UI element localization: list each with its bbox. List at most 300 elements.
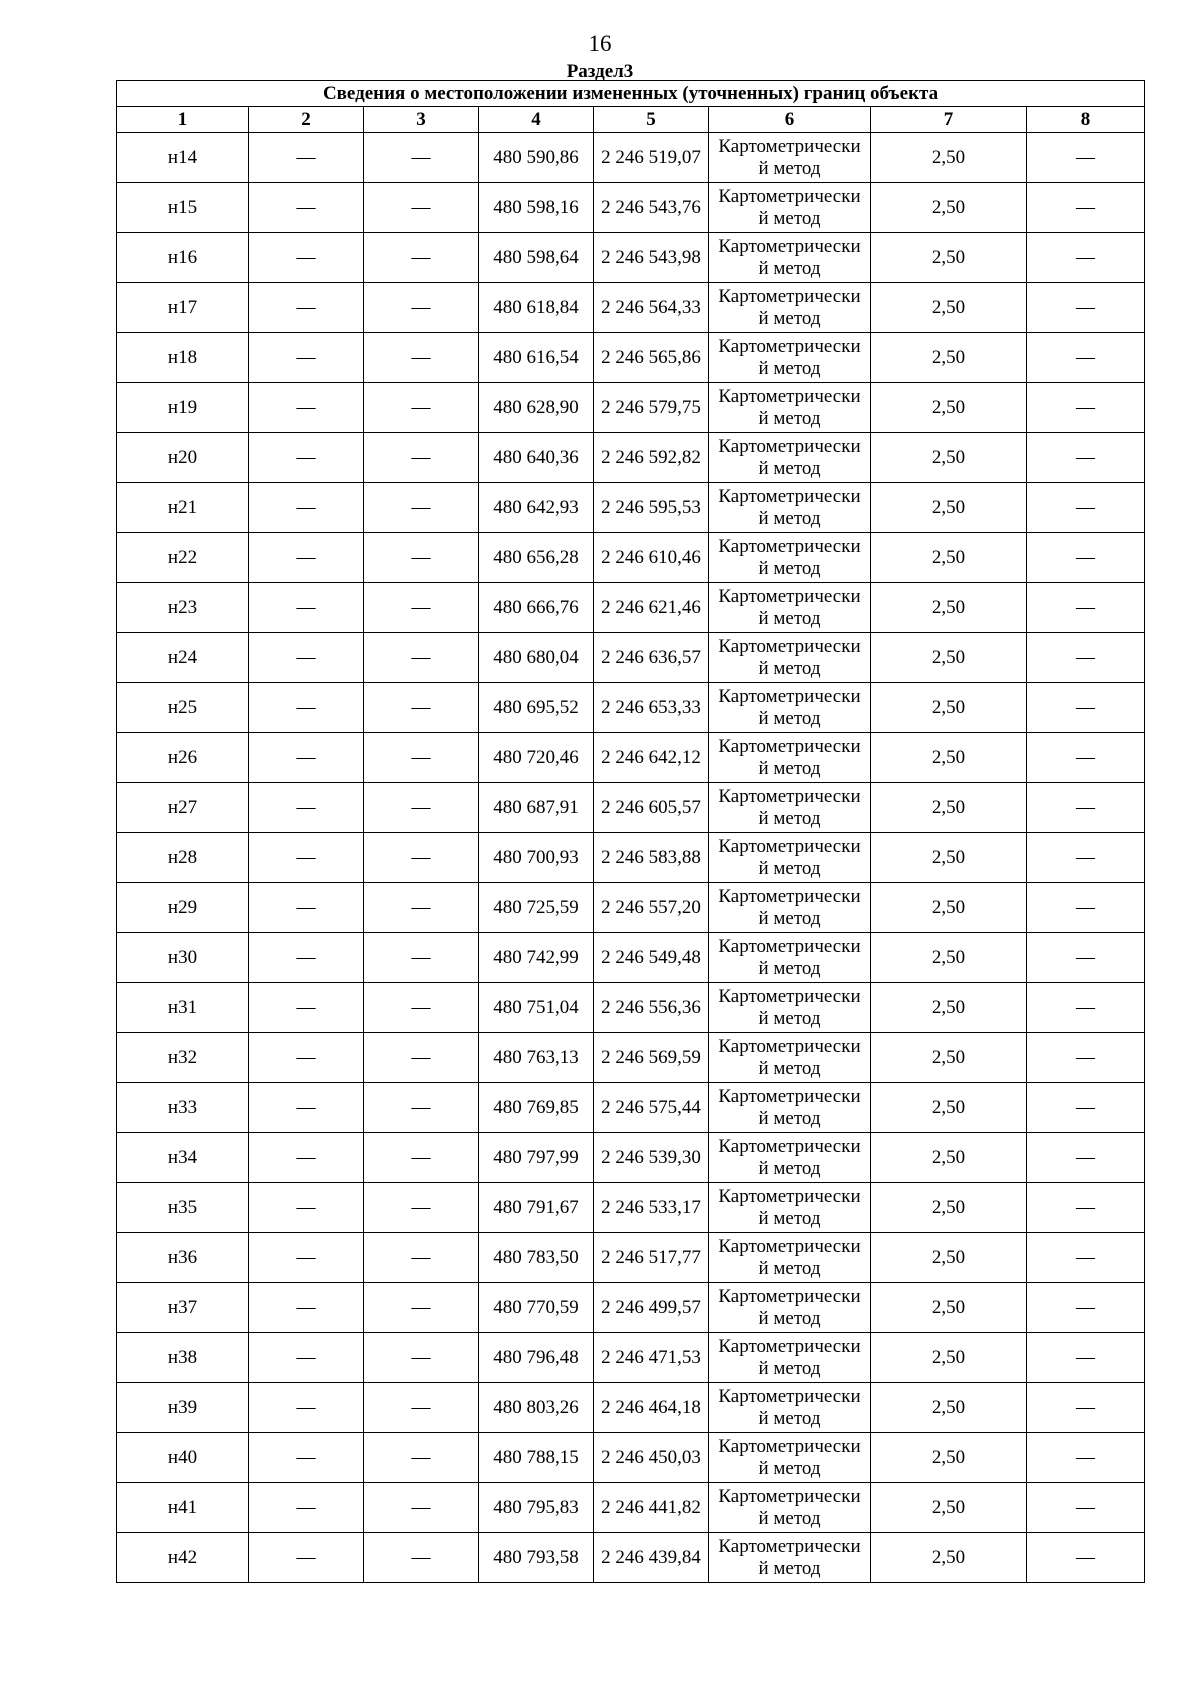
accuracy-value: 2,50 xyxy=(871,133,1027,183)
column-8-value: — xyxy=(1027,333,1145,383)
determination-method xyxy=(709,383,871,433)
determination-method xyxy=(709,1333,871,1383)
point-number: н24 xyxy=(117,633,249,683)
x-coordinate: 480 742,99 xyxy=(479,933,594,983)
column-2-value: — xyxy=(249,183,364,233)
column-3-value: — xyxy=(364,683,479,733)
column-3-value: — xyxy=(364,1383,479,1433)
column-2-value: — xyxy=(249,283,364,333)
x-coordinate: 480 796,48 xyxy=(479,1333,594,1383)
accuracy-value: 2,50 xyxy=(871,1233,1027,1283)
method-line-1: Картометрически xyxy=(718,835,861,857)
column-3-value: — xyxy=(364,1083,479,1133)
column-number: 7 xyxy=(871,107,1027,133)
point-number: н31 xyxy=(117,983,249,1033)
column-2-value: — xyxy=(249,1033,364,1083)
table-row xyxy=(117,1083,1145,1133)
method-line-1: Картометрически xyxy=(718,535,861,557)
point-number: н21 xyxy=(117,483,249,533)
method-line-1: Картометрически xyxy=(718,1485,861,1507)
point-number: н41 xyxy=(117,1483,249,1533)
method-line-2: й метод xyxy=(758,707,821,729)
method-line-1: Картометрически xyxy=(718,285,861,307)
table-row xyxy=(117,533,1145,583)
method-line-2: й метод xyxy=(758,1357,821,1379)
x-coordinate: 480 590,86 xyxy=(479,133,594,183)
method-line-2: й метод xyxy=(758,407,821,429)
determination-method xyxy=(709,633,871,683)
method-line-1: Картометрически xyxy=(718,1335,861,1357)
method-line-2: й метод xyxy=(758,157,821,179)
determination-method xyxy=(709,483,871,533)
column-2-value: — xyxy=(249,1383,364,1433)
x-coordinate: 480 642,93 xyxy=(479,483,594,533)
accuracy-value: 2,50 xyxy=(871,1133,1027,1183)
column-number: 1 xyxy=(117,107,249,133)
accuracy-value: 2,50 xyxy=(871,1483,1027,1533)
accuracy-value: 2,50 xyxy=(871,883,1027,933)
page-number: 16 xyxy=(588,31,612,56)
accuracy-value: 2,50 xyxy=(871,183,1027,233)
x-coordinate: 480 751,04 xyxy=(479,983,594,1033)
determination-method xyxy=(709,983,871,1033)
column-2-value: — xyxy=(249,1483,364,1533)
y-coordinate: 2 246 569,59 xyxy=(594,1033,709,1083)
column-2-value: — xyxy=(249,533,364,583)
point-number: н20 xyxy=(117,433,249,483)
accuracy-value: 2,50 xyxy=(871,983,1027,1033)
column-8-value: — xyxy=(1027,1283,1145,1333)
x-coordinate: 480 725,59 xyxy=(479,883,594,933)
method-line-2: й метод xyxy=(758,1557,821,1579)
method-line-2: й метод xyxy=(758,1107,821,1129)
column-3-value: — xyxy=(364,233,479,283)
point-number: н34 xyxy=(117,1133,249,1183)
accuracy-value: 2,50 xyxy=(871,1183,1027,1233)
point-number: н14 xyxy=(117,133,249,183)
y-coordinate: 2 246 565,86 xyxy=(594,333,709,383)
column-8-value: — xyxy=(1027,183,1145,233)
determination-method xyxy=(709,433,871,483)
column-2-value: — xyxy=(249,1533,364,1583)
column-3-value: — xyxy=(364,783,479,833)
accuracy-value: 2,50 xyxy=(871,783,1027,833)
x-coordinate: 480 720,46 xyxy=(479,733,594,783)
y-coordinate: 2 246 450,03 xyxy=(594,1433,709,1483)
table-row xyxy=(117,1533,1145,1583)
column-2-value: — xyxy=(249,233,364,283)
accuracy-value: 2,50 xyxy=(871,583,1027,633)
table-row xyxy=(117,583,1145,633)
method-line-2: й метод xyxy=(758,207,821,229)
x-coordinate: 480 640,36 xyxy=(479,433,594,483)
table-row xyxy=(117,1333,1145,1383)
determination-method xyxy=(709,733,871,783)
column-2-value: — xyxy=(249,983,364,1033)
y-coordinate: 2 246 592,82 xyxy=(594,433,709,483)
column-2-value: — xyxy=(249,783,364,833)
accuracy-value: 2,50 xyxy=(871,433,1027,483)
y-coordinate: 2 246 543,98 xyxy=(594,233,709,283)
method-line-1: Картометрически xyxy=(718,685,861,707)
column-3-value: — xyxy=(364,933,479,983)
method-line-2: й метод xyxy=(758,1507,821,1529)
table-row xyxy=(117,1483,1145,1533)
x-coordinate: 480 598,64 xyxy=(479,233,594,283)
column-8-value: — xyxy=(1027,133,1145,183)
column-2-value: — xyxy=(249,1433,364,1483)
column-8-value: — xyxy=(1027,933,1145,983)
column-8-value: — xyxy=(1027,883,1145,933)
column-3-value: — xyxy=(364,583,479,633)
coordinates-table xyxy=(116,80,1145,1583)
table-row xyxy=(117,983,1145,1033)
column-2-value: — xyxy=(249,933,364,983)
accuracy-value: 2,50 xyxy=(871,1533,1027,1583)
column-8-value: — xyxy=(1027,1233,1145,1283)
y-coordinate: 2 246 610,46 xyxy=(594,533,709,583)
table-row xyxy=(117,183,1145,233)
method-line-2: й метод xyxy=(758,557,821,579)
determination-method xyxy=(709,1283,871,1333)
column-2-value: — xyxy=(249,833,364,883)
accuracy-value: 2,50 xyxy=(871,833,1027,883)
point-number: н38 xyxy=(117,1333,249,1383)
column-8-value: — xyxy=(1027,1533,1145,1583)
x-coordinate: 480 616,54 xyxy=(479,333,594,383)
method-line-1: Картометрически xyxy=(718,235,861,257)
column-3-value: — xyxy=(364,1133,479,1183)
column-8-value: — xyxy=(1027,283,1145,333)
determination-method xyxy=(709,1183,871,1233)
determination-method xyxy=(709,333,871,383)
accuracy-value: 2,50 xyxy=(871,1283,1027,1333)
point-number: н16 xyxy=(117,233,249,283)
table-row xyxy=(117,1133,1145,1183)
method-line-2: й метод xyxy=(758,757,821,779)
column-number: 3 xyxy=(364,107,479,133)
table-row xyxy=(117,783,1145,833)
table-row xyxy=(117,483,1145,533)
column-2-value: — xyxy=(249,683,364,733)
column-3-value: — xyxy=(364,1483,479,1533)
point-number: н36 xyxy=(117,1233,249,1283)
method-line-1: Картометрически xyxy=(718,585,861,607)
method-line-2: й метод xyxy=(758,957,821,979)
column-8-value: — xyxy=(1027,1333,1145,1383)
column-2-value: — xyxy=(249,433,364,483)
point-number: н22 xyxy=(117,533,249,583)
method-line-1: Картометрически xyxy=(718,885,861,907)
method-line-1: Картометрически xyxy=(718,935,861,957)
determination-method xyxy=(709,883,871,933)
table-row xyxy=(117,733,1145,783)
accuracy-value: 2,50 xyxy=(871,1333,1027,1383)
y-coordinate: 2 246 499,57 xyxy=(594,1283,709,1333)
table-row xyxy=(117,1433,1145,1483)
section-title: Раздел3 xyxy=(566,61,634,82)
method-line-1: Картометрически xyxy=(718,635,861,657)
method-line-2: й метод xyxy=(758,307,821,329)
accuracy-value: 2,50 xyxy=(871,933,1027,983)
x-coordinate: 480 618,84 xyxy=(479,283,594,333)
column-8-value: — xyxy=(1027,1133,1145,1183)
method-line-1: Картометрически xyxy=(718,1385,861,1407)
point-number: н26 xyxy=(117,733,249,783)
point-number: н33 xyxy=(117,1083,249,1133)
accuracy-value: 2,50 xyxy=(871,1033,1027,1083)
determination-method xyxy=(709,283,871,333)
method-line-2: й метод xyxy=(758,457,821,479)
x-coordinate: 480 791,67 xyxy=(479,1183,594,1233)
column-8-value: — xyxy=(1027,833,1145,883)
determination-method xyxy=(709,833,871,883)
method-line-2: й метод xyxy=(758,1257,821,1279)
column-8-value: — xyxy=(1027,583,1145,633)
point-number: н30 xyxy=(117,933,249,983)
method-line-1: Картометрически xyxy=(718,185,861,207)
point-number: н19 xyxy=(117,383,249,433)
determination-method xyxy=(709,1533,871,1583)
column-3-value: — xyxy=(364,633,479,683)
accuracy-value: 2,50 xyxy=(871,283,1027,333)
determination-method xyxy=(709,583,871,633)
accuracy-value: 2,50 xyxy=(871,383,1027,433)
column-8-value: — xyxy=(1027,783,1145,833)
method-line-2: й метод xyxy=(758,1157,821,1179)
point-number: н42 xyxy=(117,1533,249,1583)
table-row xyxy=(117,883,1145,933)
accuracy-value: 2,50 xyxy=(871,1433,1027,1483)
method-line-2: й метод xyxy=(758,1007,821,1029)
column-8-value: — xyxy=(1027,233,1145,283)
method-line-1: Картометрически xyxy=(718,1235,861,1257)
column-8-value: — xyxy=(1027,733,1145,783)
column-3-value: — xyxy=(364,1433,479,1483)
column-8-value: — xyxy=(1027,1083,1145,1133)
method-line-2: й метод xyxy=(758,507,821,529)
column-8-value: — xyxy=(1027,983,1145,1033)
x-coordinate: 480 700,93 xyxy=(479,833,594,883)
determination-method xyxy=(709,183,871,233)
y-coordinate: 2 246 579,75 xyxy=(594,383,709,433)
x-coordinate: 480 680,04 xyxy=(479,633,594,683)
point-number: н32 xyxy=(117,1033,249,1083)
method-line-1: Картометрически xyxy=(718,1035,861,1057)
column-3-value: — xyxy=(364,133,479,183)
column-3-value: — xyxy=(364,433,479,483)
table-row xyxy=(117,933,1145,983)
column-3-value: — xyxy=(364,1283,479,1333)
table-row xyxy=(117,283,1145,333)
column-8-value: — xyxy=(1027,383,1145,433)
determination-method xyxy=(709,1433,871,1483)
column-2-value: — xyxy=(249,1083,364,1133)
determination-method xyxy=(709,533,871,583)
table-row xyxy=(117,1183,1145,1233)
point-number: н29 xyxy=(117,883,249,933)
table-row xyxy=(117,233,1145,283)
column-8-value: — xyxy=(1027,533,1145,583)
table-row xyxy=(117,1283,1145,1333)
point-number: н37 xyxy=(117,1283,249,1333)
accuracy-value: 2,50 xyxy=(871,733,1027,783)
method-line-1: Картометрически xyxy=(718,385,861,407)
column-8-value: — xyxy=(1027,1183,1145,1233)
table-row xyxy=(117,833,1145,883)
x-coordinate: 480 666,76 xyxy=(479,583,594,633)
y-coordinate: 2 246 595,53 xyxy=(594,483,709,533)
method-line-1: Картометрически xyxy=(718,1135,861,1157)
point-number: н35 xyxy=(117,1183,249,1233)
column-3-value: — xyxy=(364,1183,479,1233)
column-8-value: — xyxy=(1027,633,1145,683)
point-number: н18 xyxy=(117,333,249,383)
column-2-value: — xyxy=(249,1133,364,1183)
y-coordinate: 2 246 471,53 xyxy=(594,1333,709,1383)
column-3-value: — xyxy=(364,283,479,333)
y-coordinate: 2 246 621,46 xyxy=(594,583,709,633)
accuracy-value: 2,50 xyxy=(871,1083,1027,1133)
y-coordinate: 2 246 533,17 xyxy=(594,1183,709,1233)
accuracy-value: 2,50 xyxy=(871,233,1027,283)
method-line-1: Картометрически xyxy=(718,135,861,157)
column-2-value: — xyxy=(249,1283,364,1333)
column-2-value: — xyxy=(249,483,364,533)
method-line-1: Картометрически xyxy=(718,335,861,357)
method-line-2: й метод xyxy=(758,657,821,679)
y-coordinate: 2 246 642,12 xyxy=(594,733,709,783)
column-3-value: — xyxy=(364,533,479,583)
column-3-value: — xyxy=(364,483,479,533)
table-row xyxy=(117,383,1145,433)
column-8-value: — xyxy=(1027,683,1145,733)
point-number: н40 xyxy=(117,1433,249,1483)
method-line-2: й метод xyxy=(758,907,821,929)
method-line-2: й метод xyxy=(758,357,821,379)
column-3-value: — xyxy=(364,383,479,433)
method-line-1: Картометрически xyxy=(718,485,861,507)
table-caption: Сведения о местоположении измененных (уточненных) границ объекта xyxy=(117,81,1145,107)
determination-method xyxy=(709,683,871,733)
method-line-1: Картометрически xyxy=(718,1185,861,1207)
y-coordinate: 2 246 575,44 xyxy=(594,1083,709,1133)
accuracy-value: 2,50 xyxy=(871,333,1027,383)
column-2-value: — xyxy=(249,583,364,633)
column-number: 6 xyxy=(709,107,871,133)
y-coordinate: 2 246 549,48 xyxy=(594,933,709,983)
y-coordinate: 2 246 439,84 xyxy=(594,1533,709,1583)
column-3-value: — xyxy=(364,833,479,883)
column-3-value: — xyxy=(364,1533,479,1583)
table-row xyxy=(117,433,1145,483)
column-2-value: — xyxy=(249,1233,364,1283)
x-coordinate: 480 770,59 xyxy=(479,1283,594,1333)
point-number: н17 xyxy=(117,283,249,333)
x-coordinate: 480 695,52 xyxy=(479,683,594,733)
table-row xyxy=(117,1233,1145,1283)
determination-method xyxy=(709,783,871,833)
method-line-1: Картометрически xyxy=(718,785,861,807)
method-line-2: й метод xyxy=(758,1057,821,1079)
determination-method xyxy=(709,1383,871,1433)
x-coordinate: 480 783,50 xyxy=(479,1233,594,1283)
column-number: 4 xyxy=(479,107,594,133)
table-row xyxy=(117,683,1145,733)
column-3-value: — xyxy=(364,983,479,1033)
column-2-value: — xyxy=(249,1333,364,1383)
determination-method xyxy=(709,1033,871,1083)
point-number: н25 xyxy=(117,683,249,733)
y-coordinate: 2 246 464,18 xyxy=(594,1383,709,1433)
x-coordinate: 480 797,99 xyxy=(479,1133,594,1183)
column-8-value: — xyxy=(1027,483,1145,533)
column-3-value: — xyxy=(364,1233,479,1283)
method-line-2: й метод xyxy=(758,607,821,629)
x-coordinate: 480 656,28 xyxy=(479,533,594,583)
x-coordinate: 480 795,83 xyxy=(479,1483,594,1533)
y-coordinate: 2 246 557,20 xyxy=(594,883,709,933)
method-line-1: Картометрически xyxy=(718,1435,861,1457)
column-3-value: — xyxy=(364,183,479,233)
column-3-value: — xyxy=(364,1033,479,1083)
method-line-2: й метод xyxy=(758,1457,821,1479)
column-number: 8 xyxy=(1027,107,1145,133)
x-coordinate: 480 793,58 xyxy=(479,1533,594,1583)
determination-method xyxy=(709,233,871,283)
method-line-2: й метод xyxy=(758,257,821,279)
determination-method xyxy=(709,1483,871,1533)
table-row xyxy=(117,1383,1145,1433)
point-number: н27 xyxy=(117,783,249,833)
column-8-value: — xyxy=(1027,1033,1145,1083)
determination-method xyxy=(709,133,871,183)
y-coordinate: 2 246 441,82 xyxy=(594,1483,709,1533)
column-8-value: — xyxy=(1027,1433,1145,1483)
column-2-value: — xyxy=(249,1183,364,1233)
determination-method xyxy=(709,1133,871,1183)
table-row xyxy=(117,1033,1145,1083)
method-line-2: й метод xyxy=(758,1207,821,1229)
table-row xyxy=(117,133,1145,183)
column-8-value: — xyxy=(1027,433,1145,483)
column-3-value: — xyxy=(364,333,479,383)
method-line-2: й метод xyxy=(758,857,821,879)
y-coordinate: 2 246 636,57 xyxy=(594,633,709,683)
point-number: н39 xyxy=(117,1383,249,1433)
column-3-value: — xyxy=(364,1333,479,1383)
method-line-1: Картометрически xyxy=(718,1535,861,1557)
column-2-value: — xyxy=(249,883,364,933)
method-line-1: Картометрически xyxy=(718,1085,861,1107)
method-line-2: й метод xyxy=(758,1407,821,1429)
y-coordinate: 2 246 605,57 xyxy=(594,783,709,833)
column-2-value: — xyxy=(249,383,364,433)
method-line-1: Картометрически xyxy=(718,985,861,1007)
column-8-value: — xyxy=(1027,1383,1145,1433)
y-coordinate: 2 246 539,30 xyxy=(594,1133,709,1183)
x-coordinate: 480 769,85 xyxy=(479,1083,594,1133)
y-coordinate: 2 246 556,36 xyxy=(594,983,709,1033)
x-coordinate: 480 763,13 xyxy=(479,1033,594,1083)
table-row xyxy=(117,633,1145,683)
column-3-value: — xyxy=(364,883,479,933)
accuracy-value: 2,50 xyxy=(871,1383,1027,1433)
determination-method xyxy=(709,1233,871,1283)
point-number: н15 xyxy=(117,183,249,233)
column-2-value: — xyxy=(249,733,364,783)
y-coordinate: 2 246 519,07 xyxy=(594,133,709,183)
